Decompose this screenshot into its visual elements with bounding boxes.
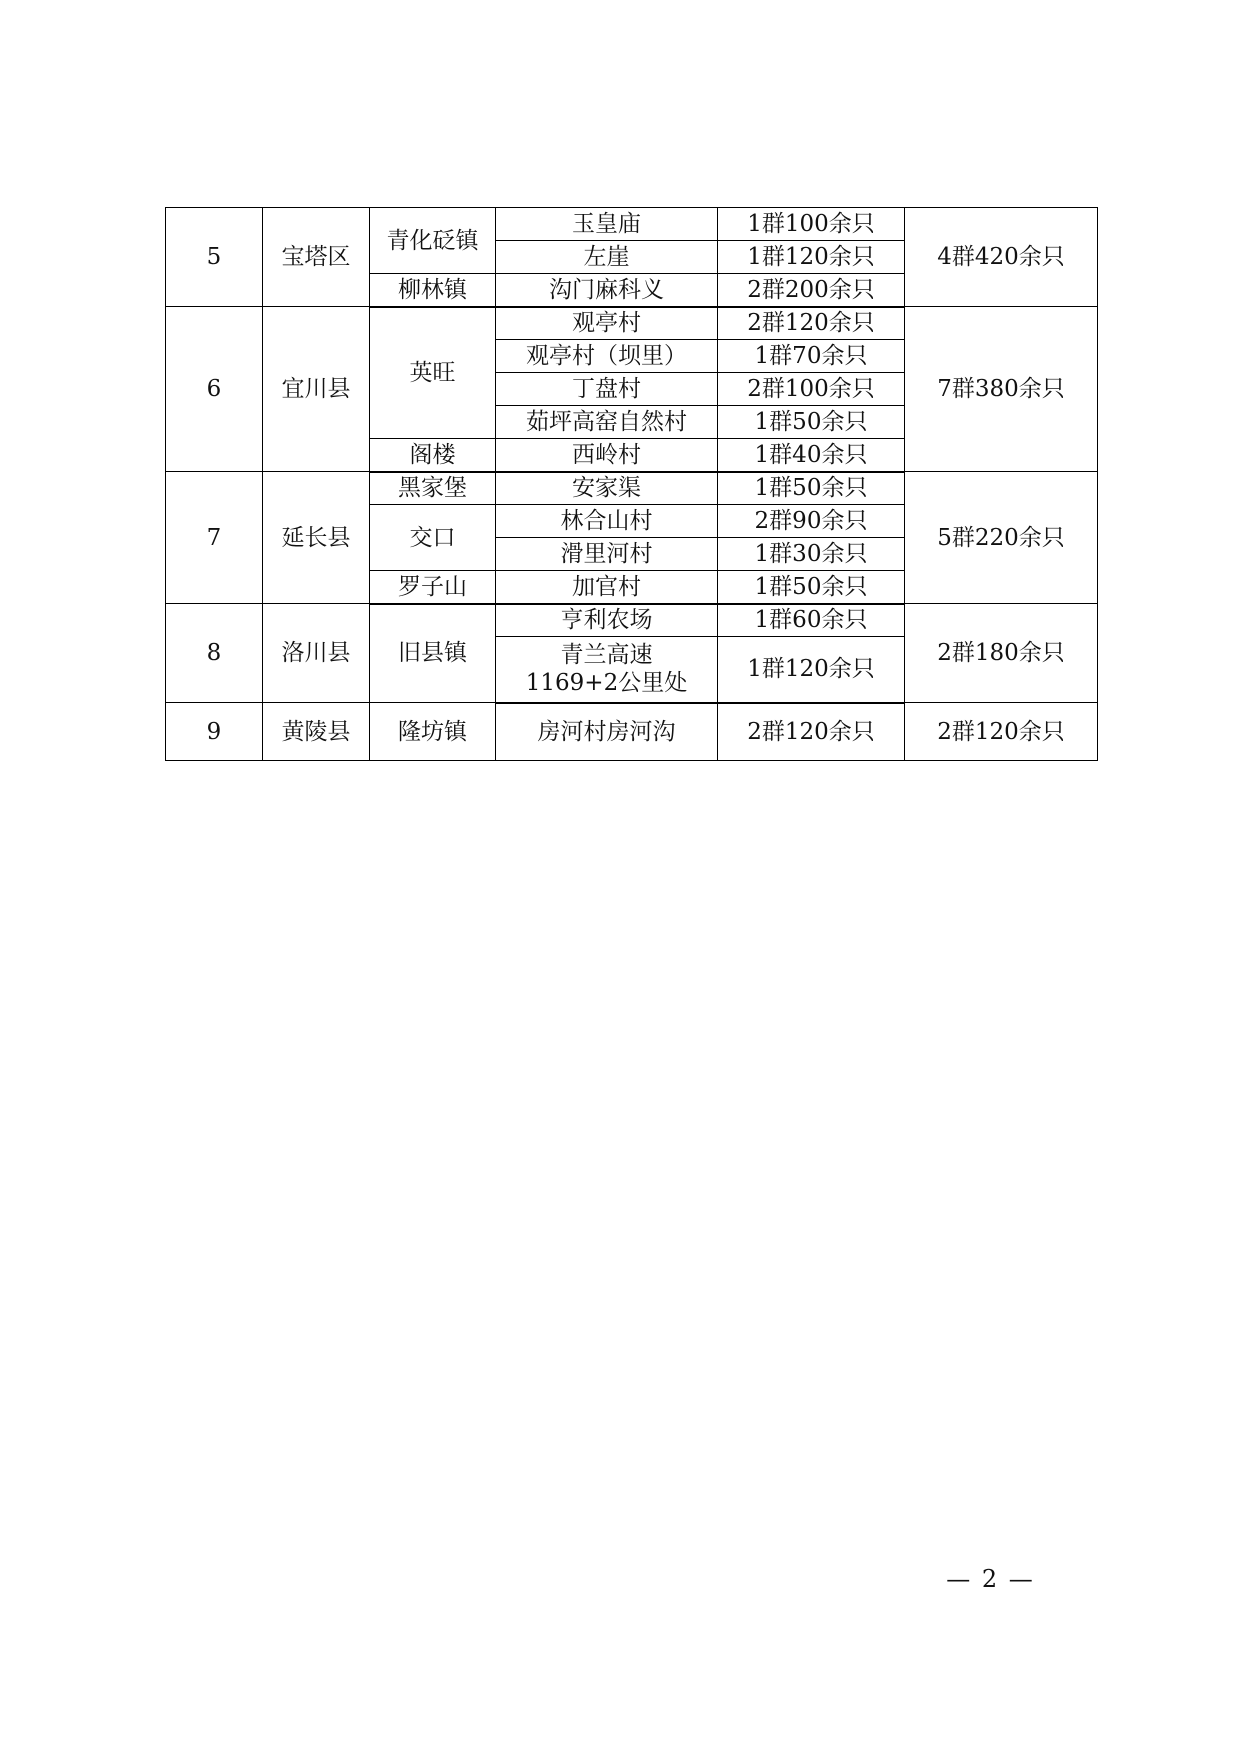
county-cell: 延长县 bbox=[263, 472, 370, 604]
table-row bbox=[166, 472, 1098, 505]
count-cell: 2群100余只 bbox=[718, 373, 905, 406]
count-cell: 1群120余只 bbox=[718, 637, 905, 703]
total-cell: 2群180余只 bbox=[905, 604, 1098, 703]
table-row bbox=[166, 208, 1098, 241]
town-cell: 交口 bbox=[370, 505, 496, 571]
total-cell: 4群420余只 bbox=[905, 208, 1098, 307]
count-cell: 2群90余只 bbox=[718, 505, 905, 538]
count-cell: 1群100余只 bbox=[718, 208, 905, 241]
village-cell: 滑里河村 bbox=[496, 538, 718, 571]
village-cell: 丁盘村 bbox=[496, 373, 718, 406]
table-row bbox=[166, 604, 1098, 637]
row-number: 5 bbox=[166, 208, 263, 307]
county-cell: 宜川县 bbox=[263, 307, 370, 472]
page-number: — 2 — bbox=[946, 1565, 1035, 1593]
count-cell: 1群50余只 bbox=[718, 472, 905, 505]
data-table-container bbox=[165, 207, 1097, 761]
town-cell: 柳林镇 bbox=[370, 274, 496, 307]
count-cell: 1群50余只 bbox=[718, 571, 905, 604]
count-cell: 1群70余只 bbox=[718, 340, 905, 373]
town-cell: 青化砭镇 bbox=[370, 208, 496, 274]
table-row bbox=[166, 307, 1098, 340]
count-cell: 1群50余只 bbox=[718, 406, 905, 439]
count-cell: 2群120余只 bbox=[718, 703, 905, 761]
village-cell: 沟门麻科义 bbox=[496, 274, 718, 307]
county-cell: 黄陵县 bbox=[263, 703, 370, 761]
town-cell: 英旺 bbox=[370, 307, 496, 439]
count-cell: 1群30余只 bbox=[718, 538, 905, 571]
count-cell: 2群120余只 bbox=[718, 307, 905, 340]
count-cell: 1群60余只 bbox=[718, 604, 905, 637]
village-cell: 亨利农场 bbox=[496, 604, 718, 637]
town-cell: 旧县镇 bbox=[370, 604, 496, 703]
table-row bbox=[166, 703, 1098, 761]
village-cell: 茹坪高窑自然村 bbox=[496, 406, 718, 439]
village-cell: 西岭村 bbox=[496, 439, 718, 472]
data-table bbox=[165, 207, 1098, 761]
village-cell: 加官村 bbox=[496, 571, 718, 604]
village-cell: 林合山村 bbox=[496, 505, 718, 538]
page-number-footer bbox=[0, 1565, 1241, 1593]
row-number: 7 bbox=[166, 472, 263, 604]
village-cell: 安家渠 bbox=[496, 472, 718, 505]
village-cell: 玉皇庙 bbox=[496, 208, 718, 241]
town-cell: 黑家堡 bbox=[370, 472, 496, 505]
village-cell: 观亭村（坝里） bbox=[496, 340, 718, 373]
county-cell: 洛川县 bbox=[263, 604, 370, 703]
count-cell: 1群40余只 bbox=[718, 439, 905, 472]
total-cell: 5群220余只 bbox=[905, 472, 1098, 604]
row-number: 8 bbox=[166, 604, 263, 703]
row-number: 6 bbox=[166, 307, 263, 472]
town-cell: 阁楼 bbox=[370, 439, 496, 472]
count-cell: 2群200余只 bbox=[718, 274, 905, 307]
village-cell: 青兰高速1169+2公里处 bbox=[496, 637, 718, 703]
village-cell: 左崖 bbox=[496, 241, 718, 274]
town-cell: 罗子山 bbox=[370, 571, 496, 604]
village-cell: 观亭村 bbox=[496, 307, 718, 340]
village-cell: 房河村房河沟 bbox=[496, 703, 718, 761]
row-number: 9 bbox=[166, 703, 263, 761]
count-cell: 1群120余只 bbox=[718, 241, 905, 274]
county-cell: 宝塔区 bbox=[263, 208, 370, 307]
total-cell: 2群120余只 bbox=[905, 703, 1098, 761]
total-cell: 7群380余只 bbox=[905, 307, 1098, 472]
town-cell: 隆坊镇 bbox=[370, 703, 496, 761]
